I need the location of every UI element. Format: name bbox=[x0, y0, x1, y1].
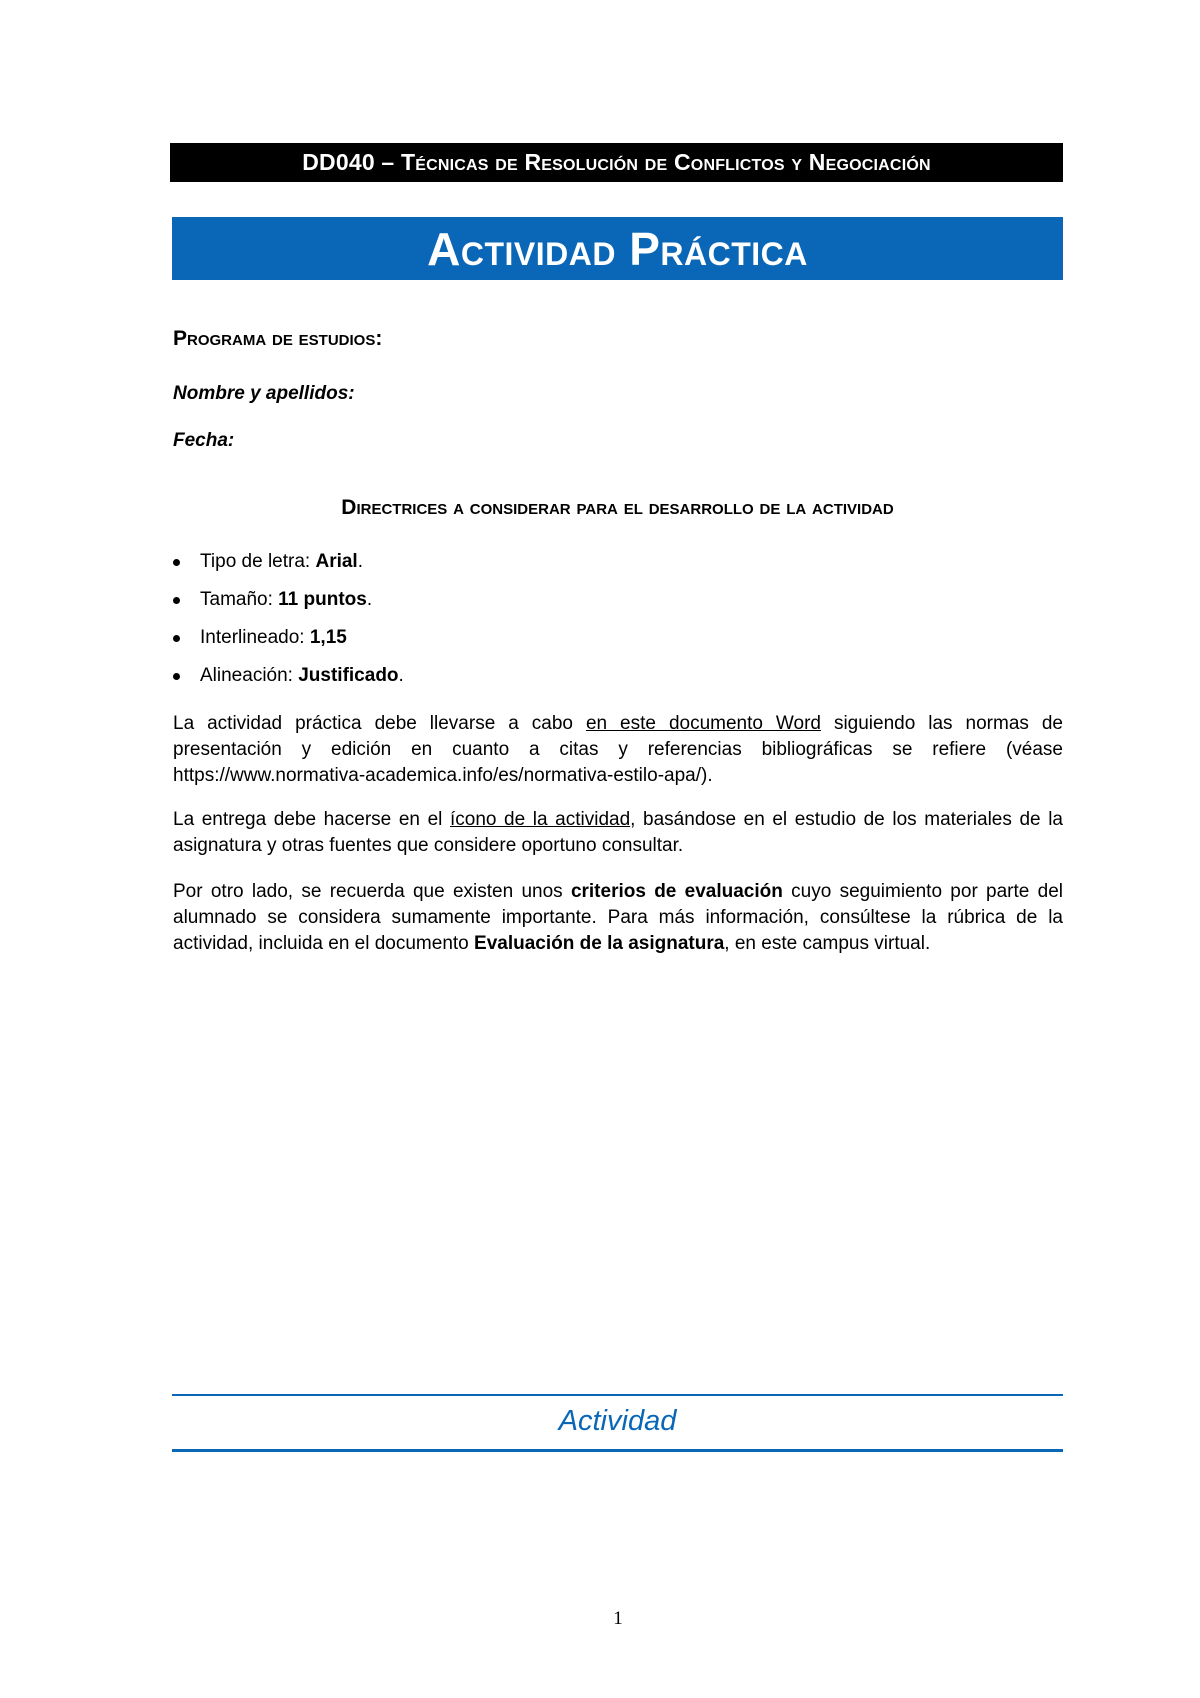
page-number: 1 bbox=[613, 1608, 623, 1629]
paragraph-text: , en este campus virtual. bbox=[724, 933, 931, 954]
paragraph-text: siguiendo las normas de presentación y edición en cuanto a citas y referencias bibliográficas se refiere (véase https://www.normativa-academica.info/es/normativa-estilo-apa/). bbox=[173, 713, 1063, 786]
course-title-bar bbox=[170, 143, 1063, 182]
word-document-link[interactable]: en este documento Word bbox=[585, 713, 821, 734]
guideline-item-alignment bbox=[170, 664, 404, 702]
guidelines-list bbox=[170, 550, 404, 702]
guideline-value: 1,15 bbox=[309, 627, 347, 648]
activity-section-heading: Actividad bbox=[558, 1405, 677, 1437]
guideline-label: Alineación: bbox=[200, 665, 299, 686]
guideline-label: Tamaño: bbox=[200, 589, 279, 610]
guidelines-heading: Directrices a considerar para el desarrollo de la actividad bbox=[341, 496, 894, 519]
evaluation-criteria-text: criterios de evaluación bbox=[570, 881, 783, 902]
instructions-paragraph-word bbox=[173, 711, 1063, 789]
guideline-suffix: . bbox=[366, 589, 373, 610]
guideline-value: Justificado bbox=[298, 665, 399, 686]
course-evaluation-doc-text: Evaluación de la asignatura bbox=[474, 933, 725, 954]
activity-icon-link[interactable]: ícono de la actividad bbox=[449, 809, 631, 830]
instructions-paragraph-delivery bbox=[173, 807, 1063, 859]
activity-title: Actividad Práctica bbox=[427, 222, 808, 275]
bullet-icon bbox=[173, 559, 180, 566]
guideline-label: Tipo de letra: bbox=[200, 551, 316, 572]
activity-title-banner bbox=[172, 217, 1063, 280]
bullet-icon bbox=[173, 635, 180, 642]
guideline-suffix: . bbox=[357, 551, 363, 572]
section-divider-bottom bbox=[172, 1449, 1063, 1452]
paragraph-text: La entrega debe hacerse en el bbox=[173, 809, 450, 830]
instructions-paragraph-evaluation bbox=[173, 879, 1063, 957]
program-field-label: Programa de estudios: bbox=[173, 327, 383, 350]
bullet-icon bbox=[173, 597, 180, 604]
course-title: DD040 – Técnicas de Resolución de Conflictos y Negociación bbox=[302, 149, 931, 175]
guideline-value: Arial bbox=[315, 551, 358, 572]
paragraph-text: Por otro lado, se recuerda que existen unos bbox=[173, 881, 571, 902]
guideline-value: 11 puntos bbox=[278, 589, 367, 610]
section-divider-top bbox=[172, 1394, 1063, 1396]
guideline-item-size bbox=[170, 588, 404, 626]
guideline-item-font bbox=[170, 550, 404, 588]
paragraph-text: , basándose en el estudio de los materiales de la asignatura y otras fuentes que considere oportuno consultar. bbox=[173, 809, 1064, 856]
guideline-item-spacing bbox=[170, 626, 404, 664]
name-field-label: Nombre y apellidos: bbox=[173, 383, 355, 404]
guideline-label: Interlineado: bbox=[200, 627, 310, 648]
paragraph-text: La actividad práctica debe llevarse a cabo bbox=[173, 713, 586, 734]
date-field-label: Fecha: bbox=[173, 430, 235, 451]
paragraph-text: cuyo seguimiento por parte del alumnado se considera sumamente importante. Para más información, consúltese la rúbrica de la actividad, incluida en el documento bbox=[173, 881, 1063, 954]
bullet-icon bbox=[173, 673, 180, 680]
guideline-suffix: . bbox=[398, 665, 404, 686]
